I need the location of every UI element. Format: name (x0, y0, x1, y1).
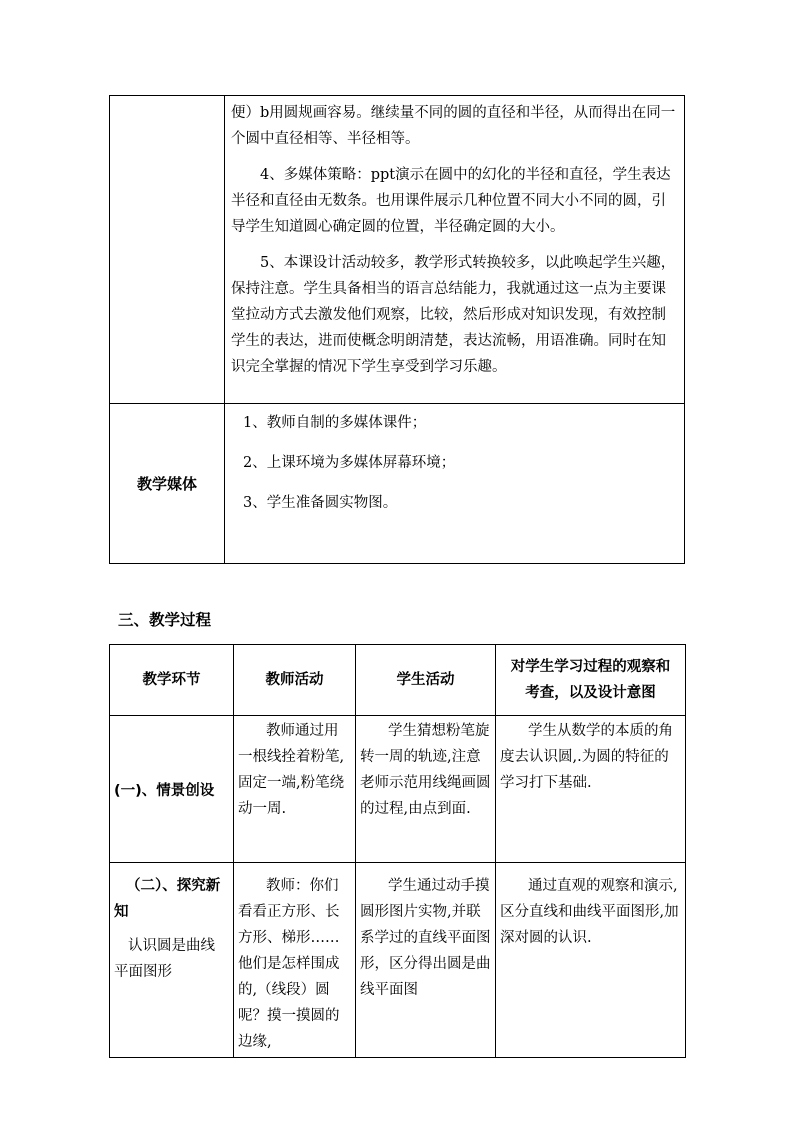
table-row (110, 863, 686, 1058)
header-intent: 对学生学习过程的观察和考查，以及设计意图 (496, 645, 686, 716)
top-table (109, 95, 685, 564)
stage-title: (一)、情景创设 (114, 782, 215, 799)
list-item: 2、上课环境为多媒体屏幕环境； (243, 455, 456, 471)
section-title: 三、教学过程 (118, 611, 212, 629)
design-intent: 学生从数学的本质的角度去认识圆,.为圆的特征的学习打下基础. (496, 716, 686, 863)
header-teacher: 教师活动 (234, 645, 356, 716)
header-stage: 教学环节 (110, 645, 234, 716)
list-item: 3、学生准备圆实物图。 (243, 495, 398, 511)
strategy-cell (225, 96, 685, 404)
table-row (110, 404, 685, 564)
stage-cell (110, 716, 234, 863)
list-item: 1、教师自制的多媒体课件； (243, 415, 427, 431)
stage-note: 认识圆是曲线平面图形 (114, 938, 215, 980)
media-list (225, 404, 685, 564)
empty-label-cell (110, 96, 225, 404)
process-table (109, 644, 686, 1058)
teacher-activity: 教师：你们看看正方形、长方形、梯形……他们是怎样围成的,（线段）圆呢？摸一摸圆的边缘, (234, 863, 356, 1058)
strategy-paragraph: 5、本课设计活动较多，教学形式转换较多，以此唤起学生兴趣，保持注意。学生具备相当的语言总结能力，我就通过这一点为主要课堂拉动方式去激发他们观察，比较，然后形成对知识发现，有效控制学生的表达，进而使概念明朗清楚，表达流畅，用语准确。同时在知识完全掌握的情况下学生享受到学习乐趣。 (231, 255, 676, 375)
student-activity: 学生通过动手摸圆形图片实物,并联系学过的直线平面图形，区分得出圆是曲线平面图 (356, 863, 496, 1058)
table-row (110, 716, 686, 863)
header-student: 学生活动 (356, 645, 496, 716)
strategy-paragraph: 4、多媒体策略：ppt演示在圆中的幻化的半径和直径，学生表达半径和直径由无数条。也用课件展示几种位置不同大小不同的圆，引导学生知道圆心确定圆的位置，半径确定圆的大小。 (231, 167, 671, 235)
teacher-activity: 教师通过用一根线拴着粉笔,固定一端,粉笔绕动一周. (234, 716, 356, 863)
media-label: 教学媒体 (110, 404, 225, 564)
stage-title: （二）、探究新知 (114, 878, 221, 920)
stage-cell (110, 863, 234, 1058)
table-header-row (110, 645, 686, 716)
design-intent: 通过直观的观察和演示,区分直线和曲线平面图形,加深对圆的认识. (496, 863, 686, 1058)
strategy-paragraph: 便）b用圆规画容易。继续量不同的圆的直径和半径，从而得出在同一个圆中直径相等、半径相等。 (231, 105, 676, 147)
student-activity: 学生猜想粉笔旋转一周的轨迹,注意老师示范用线绳画圆的过程,由点到面. (356, 716, 496, 863)
table-row (110, 96, 685, 404)
